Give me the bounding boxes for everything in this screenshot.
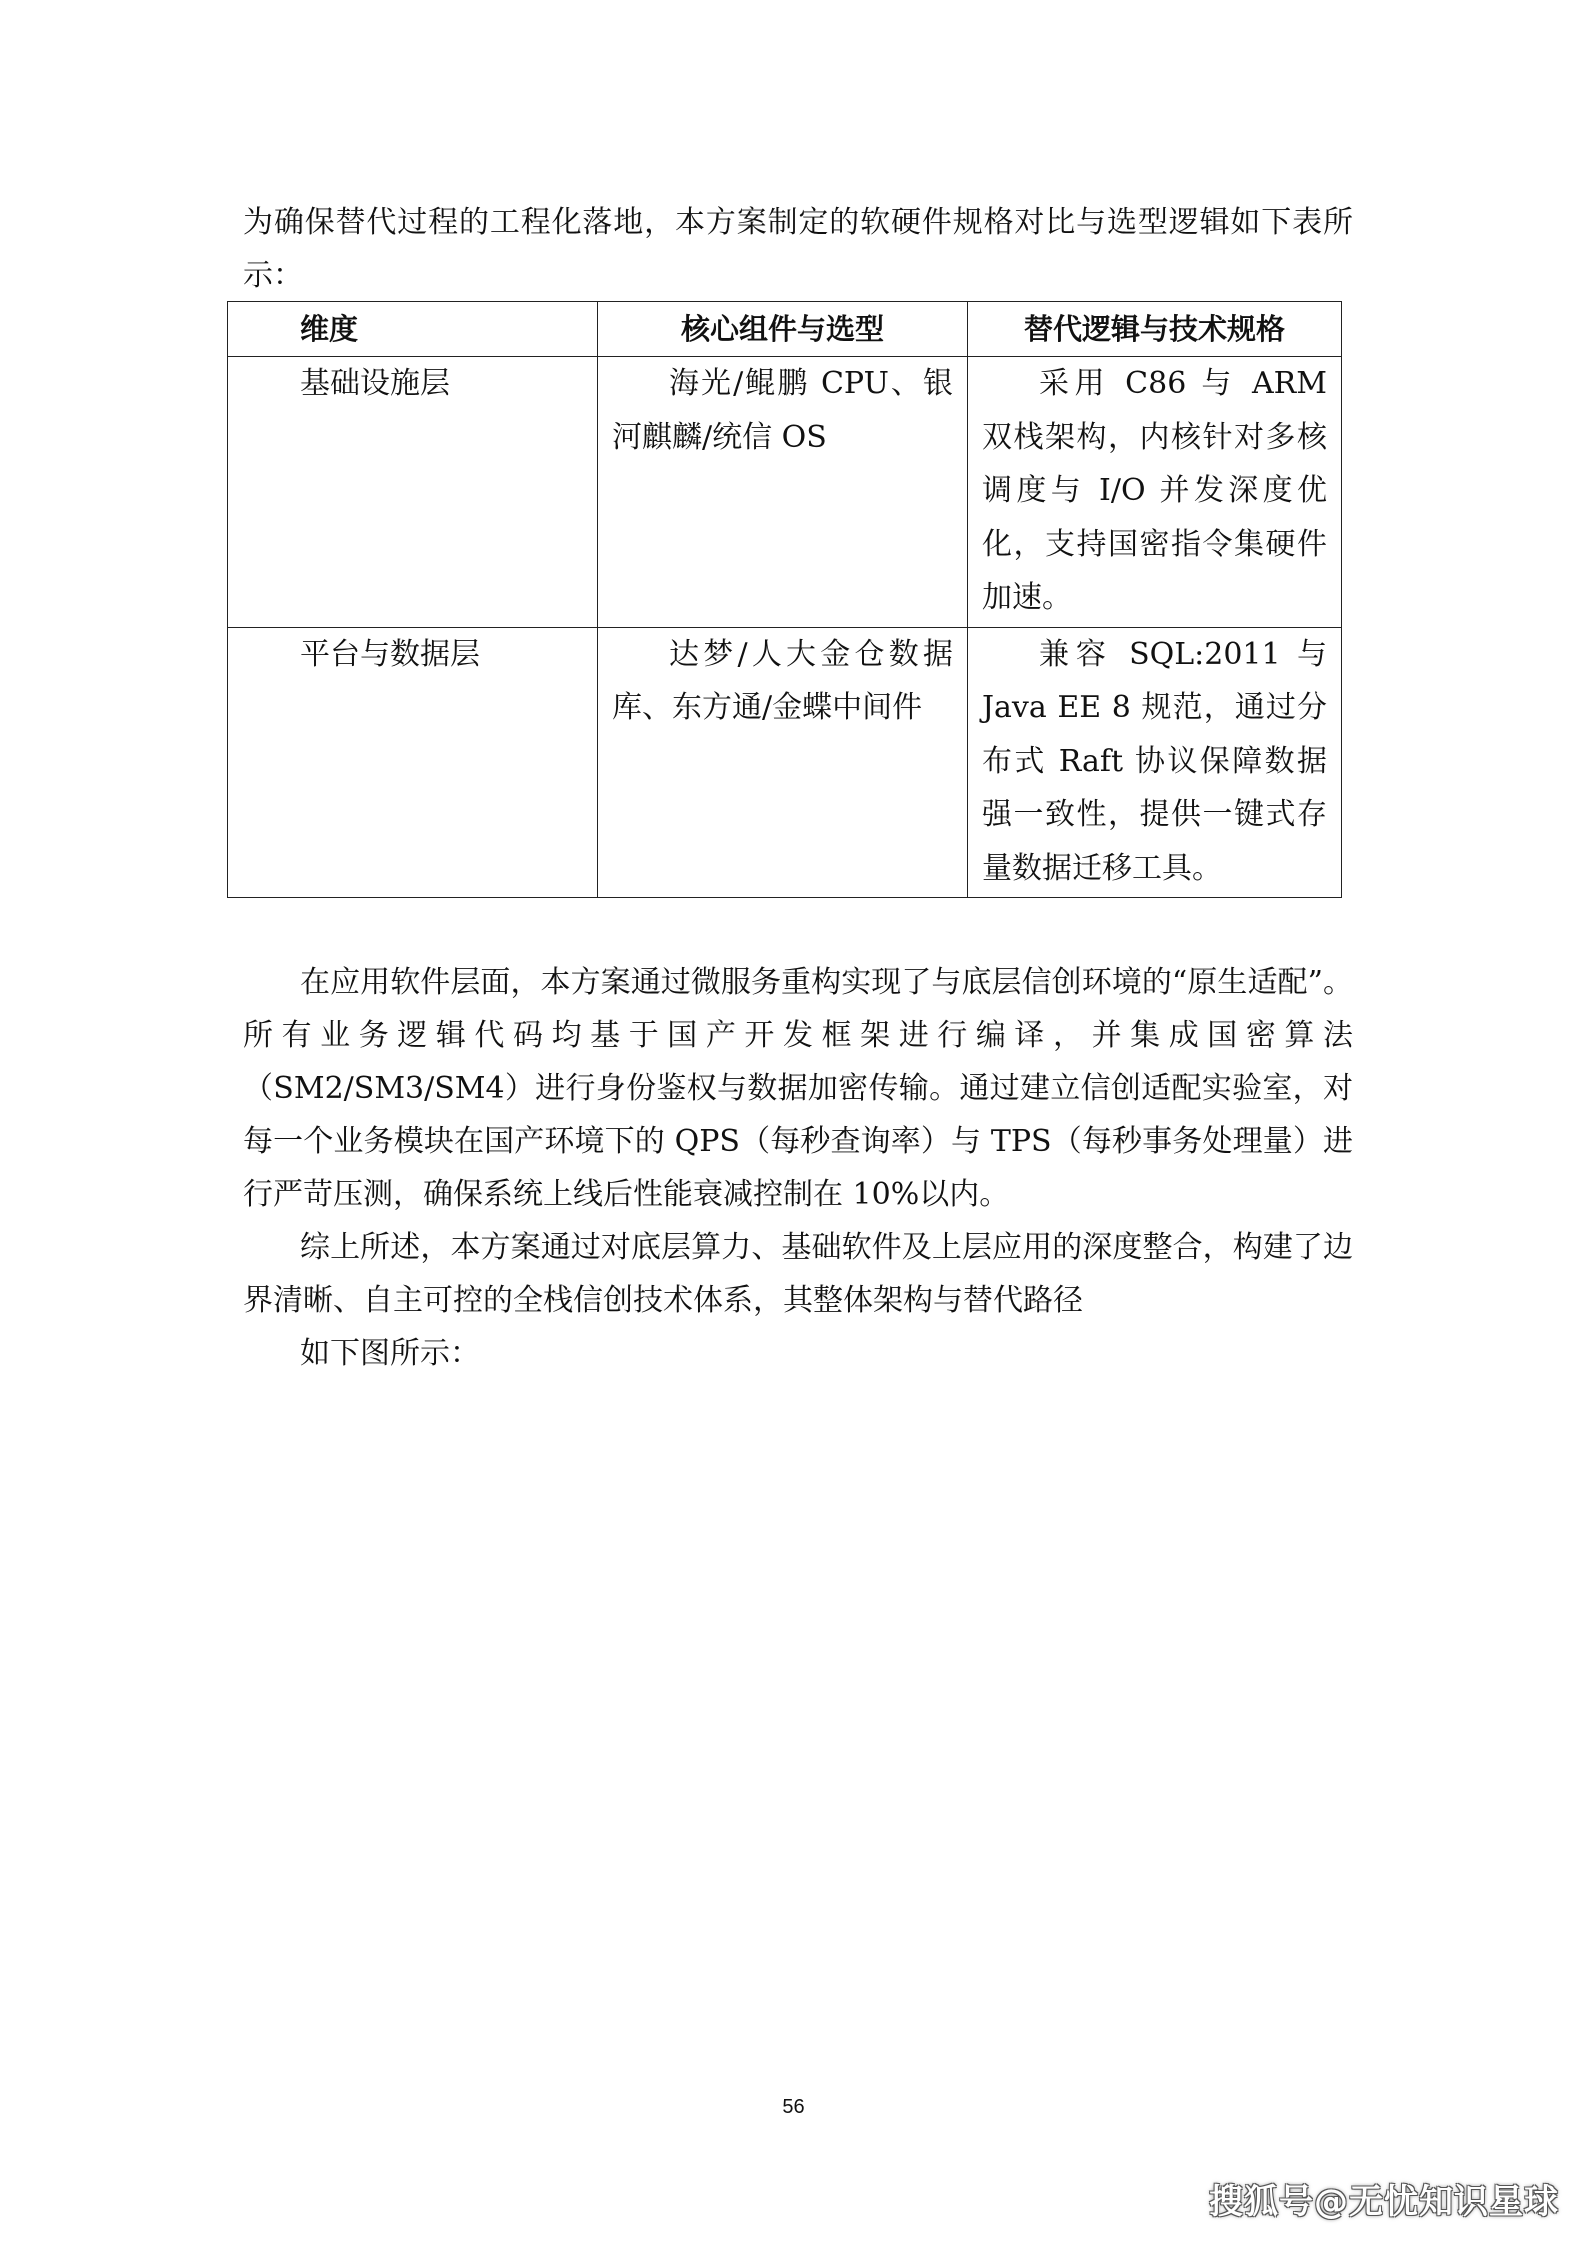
header-components: 核心组件与选型 xyxy=(598,302,968,357)
body-paragraph: 如下图所示： xyxy=(300,1336,480,1371)
table-row xyxy=(228,627,1342,898)
cell-components: 海光/鲲鹏 CPU、银河麒麟/统信 OS xyxy=(598,357,968,628)
cell-logic: 采用 C86 与 ARM 双栈架构，内核针对多核调度与 I/O 并发深度优化，支持国密指令集硬件加速。 xyxy=(968,357,1342,628)
body-paragraph: 在应用软件层面，本方案通过微服务重构实现了与底层信创环境的“原生适配”。所有业务逻辑代码均基于国产开发框架进行编译，并集成国密算法（SM2/SM3/SM4）进行身份鉴权与数据加密传输。通过建立信创适配实验室，对每一个业务模块在国产环境下的 QPS（每秒查询率）与 TPS（每秒事务处理量）进行严苛压测，确保系统上线后性能衰减控制在 10%以内。 xyxy=(243,965,1353,1212)
spec-comparison-table xyxy=(227,301,1342,898)
watermark: 搜狐号@无忧知识星球 xyxy=(1209,2182,1559,2222)
cell-components: 达梦/人大金仓数据库、东方通/金蝶中间件 xyxy=(598,627,968,898)
body-paragraph: 综上所述，本方案通过对底层算力、基础软件及上层应用的深度整合，构建了边界清晰、自主可控的全栈信创技术体系，其整体架构与替代路径 xyxy=(243,1230,1353,1318)
table-header-row xyxy=(228,302,1342,357)
header-dimension: 维度 xyxy=(228,302,598,357)
cell-logic: 兼容 SQL:2011 与 Java EE 8 规范，通过分布式 Raft 协议保障数据强一致性，提供一键式存量数据迁移工具。 xyxy=(968,627,1342,898)
cell-dimension: 平台与数据层 xyxy=(228,627,598,898)
cell-dimension: 基础设施层 xyxy=(228,357,598,628)
table-row xyxy=(228,357,1342,628)
intro-paragraph: 为确保替代过程的工程化落地，本方案制定的软硬件规格对比与选型逻辑如下表所示： xyxy=(243,205,1353,293)
page-number: 56 xyxy=(782,2096,805,2118)
header-logic: 替代逻辑与技术规格 xyxy=(968,302,1342,357)
